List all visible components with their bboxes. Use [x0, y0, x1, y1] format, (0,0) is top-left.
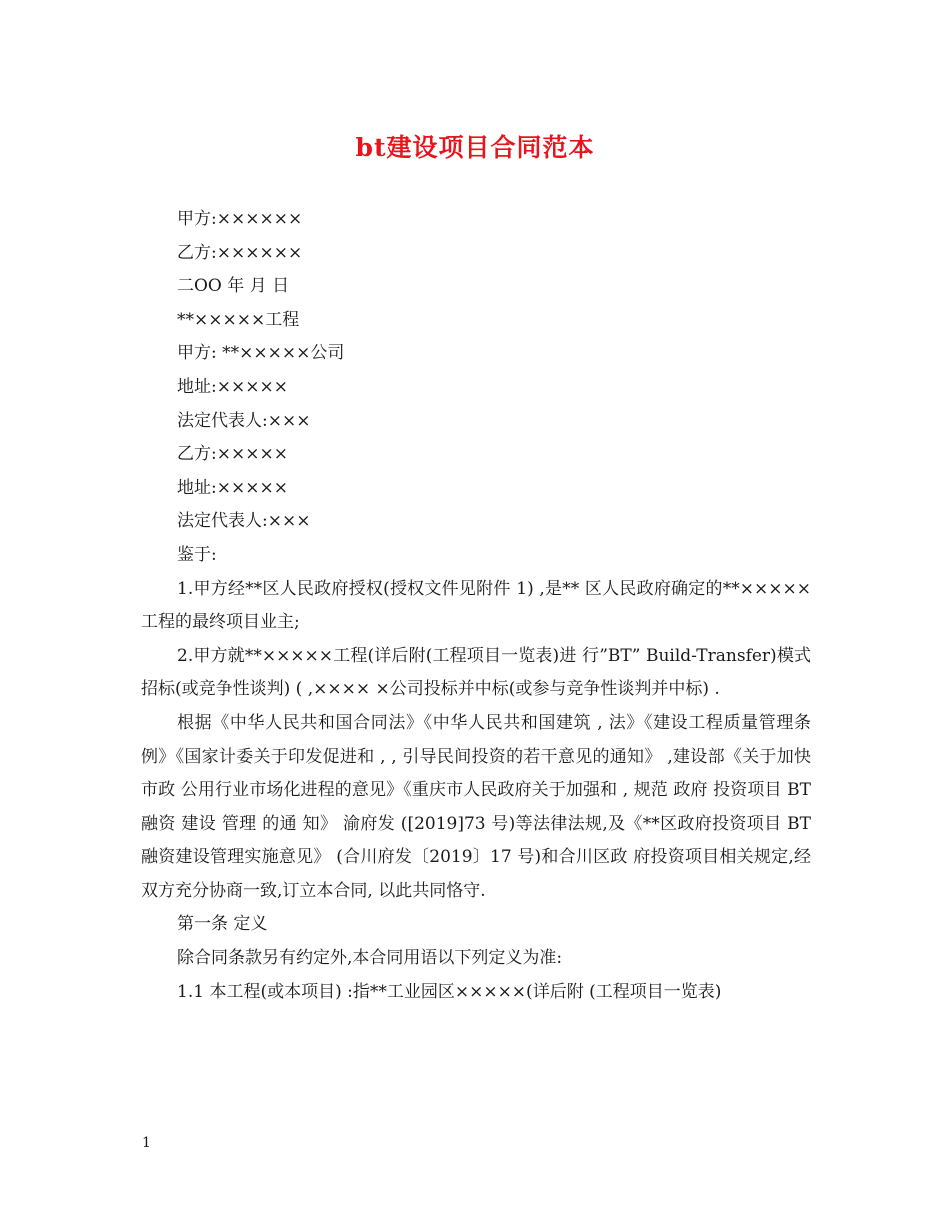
definition-1-1: 1.1 本工程(或本项目) :指**工业园区×××××(详后附 (工程项目一览表): [177, 981, 722, 1002]
page-title: bt建设项目合同范本: [355, 133, 595, 162]
page-number: 1: [142, 1135, 151, 1151]
party-a-line: 甲方:××××××: [177, 209, 303, 229]
party-a-address-line: 地址:×××××: [177, 376, 288, 397]
party-b-line: 乙方:××××××: [177, 242, 303, 263]
legal-basis-paragraph: 根据《中华人民共和国合同法》《中华人民共和国建筑 , 法》《建设工程质量管理条例》《国家计委关于印发促进和 , , 引导民间投资的若干意见的通知》 ,建设部《关于加快市政 公用行业市场化进程的意见》《重庆市人民政府关于加强和 , 规范 政府 投资项目 BT 融资 建设 管理 的通 知》 渝府发 ([2019]73 号)等法律法规,及《**区政府投资项目 BT 融资建设管理实施意见》 (合川府发〔2019〕17 号)和合川区政 府投资项目相关规定,经双方充分协商一致,订立本合同, 以此共同恪守.: [141, 712, 811, 901]
party-b-company-line: 乙方:×××××: [177, 444, 288, 465]
date-line: 二OO 年 月 日: [177, 276, 290, 297]
project-name-line: **×××××工程: [177, 309, 300, 330]
party-b-address-line: 地址:×××××: [177, 477, 288, 498]
whereas-clause-2: 2.甲方就**×××××工程(详后附(工程项目一览表)进 行”BT” Build-Transfer)模式招标(或竞争性谈判) ( ,×××× ×公司投标并中标(或参与竞争性谈判并中标) .: [141, 645, 811, 700]
whereas-line: 鉴于:: [177, 544, 217, 565]
party-a-company-line: 甲方: **×××××公司: [177, 343, 345, 364]
whereas-clause-1: 1.甲方经**区人民政府授权(授权文件见附件 1) ,是** 区人民政府确定的**×××××工程的最终项目业主;: [141, 578, 811, 633]
article-1-heading: 第一条 定义: [177, 914, 268, 935]
party-b-representative-line: 法定代表人:×××: [177, 511, 311, 532]
definition-intro: 除合同条款另有约定外,本合同用语以下列定义为准:: [177, 948, 563, 969]
party-a-representative-line: 法定代表人:×××: [177, 410, 311, 431]
document-body: [141, 203, 811, 1009]
